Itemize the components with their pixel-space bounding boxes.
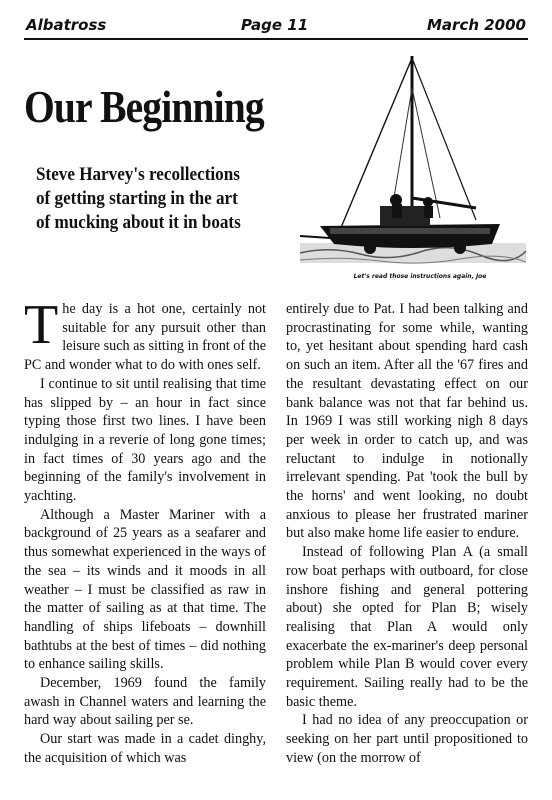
- paragraph-3: Although a Master Mariner with a background of 25 years as a seafarer and thus somewhat experienced in the ways of the sea – its winds and it moods in all weather – I must be classified as raw in the matter of sailing as at that time. The handling of ships lifeboats – downhill bathtubs at the best of times – did nothing to enhance sailing skills.: [24, 506, 266, 673]
- paragraph-4: December, 1969 found the family awash in Channel waters and learning the hard way about sailing per se.: [24, 675, 266, 729]
- sailboat-photo: [300, 48, 526, 270]
- header-rule: [24, 38, 528, 40]
- paragraph-1: The day is a hot one, certainly not suitable for any pursuit other than leisure such as sitting in front of the PC and wonder what to do with ones self.: [24, 294, 266, 374]
- paragraph-5-continued: entirely due to Pat. I had been talking and procrastinating for some while, wanting to, yet hesitant about spending hard cash on such an item. After all the '67 fires and the resultant devastating effect on our bank balance was not that far behind us. In 1969 I was still working nigh 8 days per week in order to catch up, and was reluctant to indulge in notionally irrelevant spending. Pat 'took the bull by the horns' and went looking, no doubt anxious to please her frustrated mariner but also make home life easier to endure.: [286, 301, 528, 542]
- drop-cap: T: [24, 294, 59, 356]
- paragraph-5: Our start was made in a cadet dinghy, the acquisition of which was: [24, 731, 266, 766]
- article-column-left: [24, 294, 266, 768]
- publication-name: Albatross: [26, 16, 107, 34]
- article-subtitle: Steve Harvey's recollections of getting starting in the art of mucking about it in boats: [36, 164, 241, 233]
- page-number: Page 11: [241, 16, 309, 34]
- article-column-right: [286, 300, 528, 768]
- issue-date: March 2000: [427, 16, 526, 34]
- photo-caption: Let's read those instructions again, Joe: [353, 273, 487, 280]
- paragraph-2: I continue to sit until realising that time has slipped by – an hour in fact since typing those first two lines. I have been indulging in a reverie of long gone times; in fact times of 30 years ago and the beginning of the family's involvement in yachting.: [24, 375, 266, 505]
- article-title: Our Beginning: [24, 81, 264, 132]
- page-header: [26, 12, 526, 38]
- paragraph-6: Instead of following Plan A (a small row boat perhaps with outboard, for close inshore fishing and general pottering about) she opted for Plan B; wisely realising that Plan A would only exacerbate the ex-mariner's deep personal problem while Plan B would cover every requirement. Sailing really had to be the basic theme.: [286, 544, 528, 710]
- paragraph-7: I had no idea of any preoccupation or seeking on her part until propositioned to view (on the morrow of: [286, 712, 528, 766]
